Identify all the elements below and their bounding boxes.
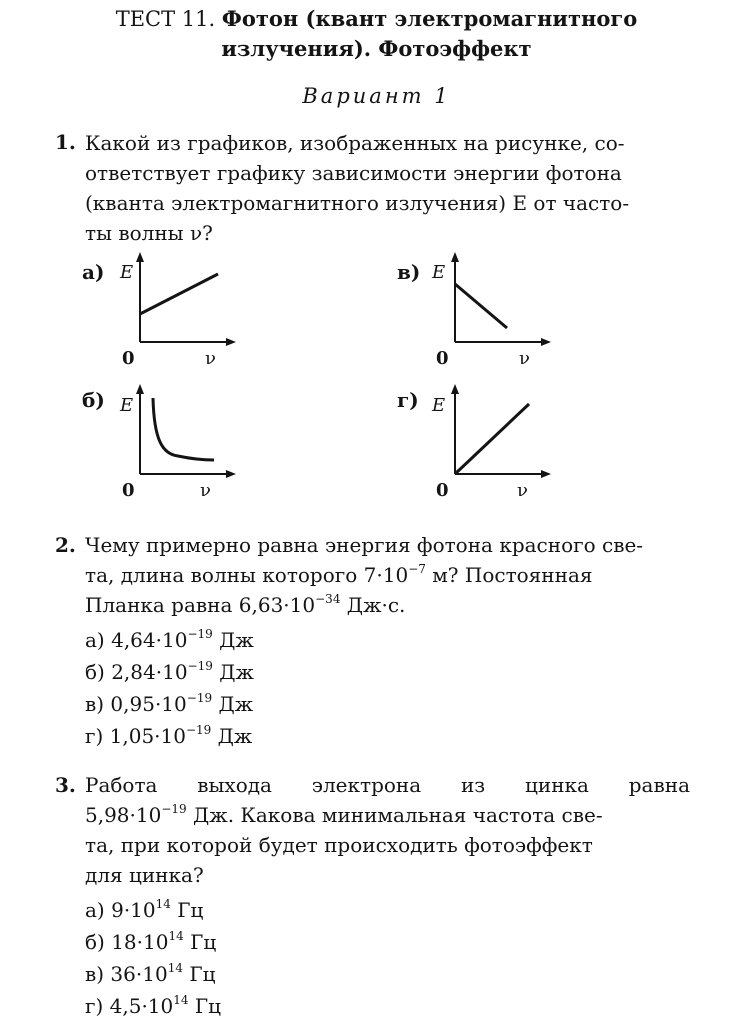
graph-v-y-arrow xyxy=(451,252,459,262)
option-exponent: 14 xyxy=(168,929,184,943)
option-exponent: −19 xyxy=(187,627,213,641)
option-label: г) xyxy=(85,994,104,1018)
option-value: 9·10 xyxy=(111,898,156,922)
option-value: 0,95·10 xyxy=(110,692,187,716)
q2-number: 2. xyxy=(55,533,76,557)
q3-text-span: 5,98·10 xyxy=(85,803,162,827)
q3-line: Работа выхода электрона из цинка равна xyxy=(85,773,690,797)
q3-text xyxy=(85,770,690,890)
option-exponent: 14 xyxy=(155,897,171,911)
graph-v-x-label: ν xyxy=(519,348,530,369)
graph-v-y-label: E xyxy=(432,262,446,283)
q3-option-a[interactable] xyxy=(85,894,221,926)
graph-b-y-label: E xyxy=(120,395,134,416)
q3-exponent: −19 xyxy=(161,802,187,816)
q3-line xyxy=(85,800,690,830)
graph-a-x-arrow xyxy=(226,338,236,346)
q2-text-span: м? Постоянная xyxy=(425,563,593,587)
q2-option-v[interactable] xyxy=(85,688,254,720)
graph-b xyxy=(130,384,235,484)
option-value: 2,84·10 xyxy=(111,660,188,684)
graph-g-y-arrow xyxy=(451,384,459,394)
option-unit: Гц xyxy=(170,898,204,922)
q1-line: (кванта электромагнитного излучения) E от часто- xyxy=(85,191,630,215)
graph-b-origin: 0 xyxy=(122,480,135,501)
q1-line: ответствует графику зависимости энергии фотона xyxy=(85,161,622,185)
graph-a-curve xyxy=(140,274,218,314)
option-exponent: 14 xyxy=(173,993,189,1007)
option-exponent: −19 xyxy=(185,723,212,737)
option-unit: Гц xyxy=(183,930,217,954)
graph-a-y-arrow xyxy=(136,252,144,262)
option-label: в) xyxy=(85,692,105,716)
q2-line xyxy=(85,590,690,620)
graph-g-origin: 0 xyxy=(436,480,449,501)
q1-number: 1. xyxy=(55,130,76,154)
option-label: в) xyxy=(85,962,105,986)
option-value: 4,64·10 xyxy=(111,628,188,652)
option-label: г) xyxy=(85,724,104,748)
q2-line xyxy=(85,560,690,590)
graph-b-x-arrow xyxy=(226,470,236,478)
q3-option-g[interactable] xyxy=(85,990,221,1022)
graph-b-curve xyxy=(153,398,214,460)
option-unit: Дж xyxy=(211,724,253,748)
test-title-line2 xyxy=(0,34,753,64)
q3-line: та, при которой будет происходить фотоэффект xyxy=(85,833,593,857)
q2-line: Чему примерно равна энергия фотона красного све- xyxy=(85,533,644,557)
graph-v-curve xyxy=(455,284,507,328)
option-label: а) xyxy=(85,628,105,652)
q2-exponent: −34 xyxy=(315,592,341,606)
graph-g-curve xyxy=(455,404,529,474)
q2-text-span: та, длина волны которого 7·10 xyxy=(85,563,409,587)
option-exponent: 14 xyxy=(167,961,183,975)
option-value: 4,5·10 xyxy=(109,994,174,1018)
variant-heading: Вариант 1 xyxy=(302,84,451,108)
q3-options xyxy=(85,894,221,1022)
test-topic-line2: излучения). Фотоэффект xyxy=(221,36,532,61)
q1-line: ты волны ν? xyxy=(85,221,213,245)
option-value: 1,05·10 xyxy=(109,724,186,748)
graph-a-y-label: E xyxy=(120,262,134,283)
option-unit: Дж xyxy=(212,692,254,716)
option-value: 18·10 xyxy=(111,930,169,954)
q2-option-a[interactable] xyxy=(85,624,254,656)
test-topic-line1: Фотон (квант электромагнитного xyxy=(221,6,638,31)
graph-v xyxy=(445,252,550,352)
graph-g-y-label: E xyxy=(432,395,446,416)
option-exponent: −19 xyxy=(187,659,213,673)
q3-line: для цинка? xyxy=(85,863,204,887)
graph-b-label: б) xyxy=(82,388,105,412)
graph-g xyxy=(445,384,550,484)
graph-v-x-arrow xyxy=(541,338,551,346)
graph-g-x-arrow xyxy=(541,470,551,478)
graph-a xyxy=(130,252,235,352)
option-unit: Гц xyxy=(182,962,216,986)
option-exponent: −19 xyxy=(186,691,213,705)
test-number: ТЕСТ 11. xyxy=(115,7,216,31)
q2-option-g[interactable] xyxy=(85,720,254,752)
option-value: 36·10 xyxy=(110,962,168,986)
graph-g-x-label: ν xyxy=(517,480,528,501)
q3-text-span: Дж. Какова минимальная частота све- xyxy=(186,803,603,827)
graph-a-label: а) xyxy=(82,260,105,284)
option-label: б) xyxy=(85,930,105,954)
graph-a-origin: 0 xyxy=(122,348,135,369)
option-label: б) xyxy=(85,660,105,684)
q3-number: 3. xyxy=(55,773,76,797)
option-unit: Дж xyxy=(212,628,254,652)
q2-options xyxy=(85,624,254,752)
q2-text xyxy=(85,530,690,620)
graph-g-label: г) xyxy=(397,388,419,412)
q2-exponent: −7 xyxy=(408,562,426,576)
graph-b-x-label: ν xyxy=(200,480,211,501)
q2-text-span: Планка равна 6,63·10 xyxy=(85,593,316,617)
q1-text xyxy=(85,128,690,248)
q2-text-span: Дж·с. xyxy=(340,593,406,617)
graph-v-label: в) xyxy=(397,260,421,284)
option-label: а) xyxy=(85,898,105,922)
option-unit: Гц xyxy=(188,994,222,1018)
q3-option-v[interactable] xyxy=(85,958,221,990)
q1-line: Какой из графиков, изображенных на рисунке, со- xyxy=(85,131,625,155)
graph-b-y-arrow xyxy=(136,384,144,394)
graph-v-origin: 0 xyxy=(436,348,449,369)
graph-a-x-label: ν xyxy=(205,348,216,369)
q3-option-b[interactable] xyxy=(85,926,221,958)
option-unit: Дж xyxy=(212,660,254,684)
test-title-line1 xyxy=(0,4,753,34)
q2-option-b[interactable] xyxy=(85,656,254,688)
